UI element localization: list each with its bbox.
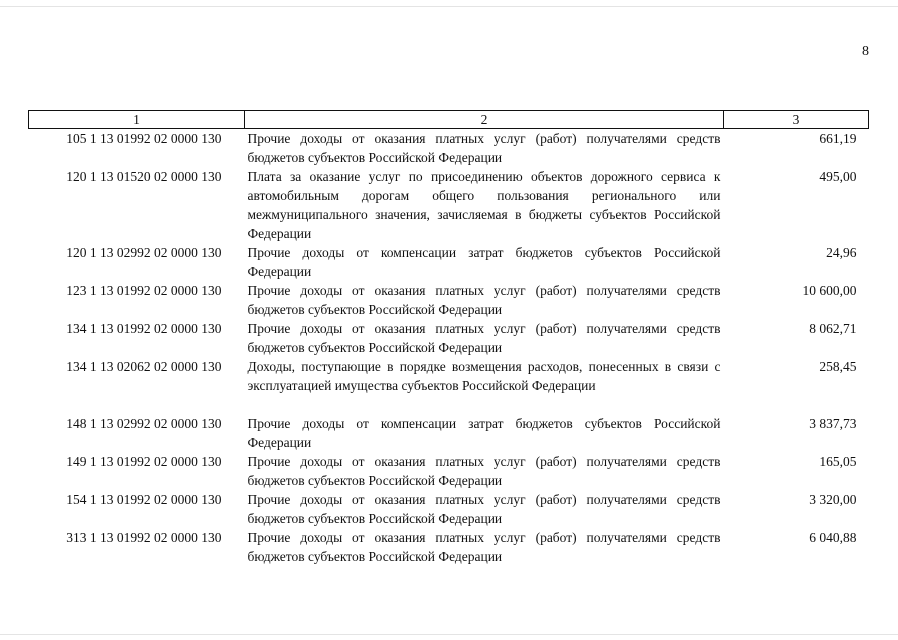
table-row xyxy=(29,452,869,490)
row-code: 149 1 13 01992 02 0000 130 xyxy=(66,454,222,469)
table-row xyxy=(29,281,869,319)
table-header xyxy=(29,111,869,129)
row-code: 120 1 13 02992 02 0000 130 xyxy=(66,245,222,260)
column-header-description: 2 xyxy=(245,111,724,129)
row-description: Прочие доходы от оказания платных услуг (работ) получателями средств бюджетов субъектов Российской Федерации xyxy=(247,492,721,526)
row-description: Плата за оказание услуг по присоединению объектов дорожного сервиса к автомобильным дорогам общего пользования регионального или межмуниципального значения, зачисляемая в бюджеты субъектов Российской Федерации xyxy=(247,169,721,241)
scan-edge-top xyxy=(0,6,898,7)
table-row xyxy=(29,357,869,414)
row-amount: 165,05 xyxy=(819,454,857,469)
table-header-row xyxy=(29,111,869,129)
row-code: 105 1 13 01992 02 0000 130 xyxy=(66,131,222,146)
row-amount: 495,00 xyxy=(819,169,857,184)
page-number: 8 xyxy=(862,44,869,59)
row-description: Прочие доходы от оказания платных услуг (работ) получателями средств бюджетов субъектов Российской Федерации xyxy=(247,454,721,488)
scan-edge-bottom xyxy=(0,634,898,635)
table-row xyxy=(29,490,869,528)
row-amount: 10 600,00 xyxy=(802,283,857,298)
row-description: Прочие доходы от компенсации затрат бюджетов субъектов Российской Федерации xyxy=(247,245,721,279)
row-description: Доходы, поступающие в порядке возмещения расходов, понесенных в связи с эксплуатацией имущества субъектов Российской Федерации xyxy=(247,359,721,393)
row-code: 134 1 13 02062 02 0000 130 xyxy=(66,359,222,374)
row-code: 148 1 13 02992 02 0000 130 xyxy=(66,416,222,431)
row-description: Прочие доходы от оказания платных услуг (работ) получателями средств бюджетов субъектов Российской Федерации xyxy=(247,530,721,564)
column-header-code: 1 xyxy=(29,111,245,129)
row-code: 134 1 13 01992 02 0000 130 xyxy=(66,321,222,336)
row-code: 313 1 13 01992 02 0000 130 xyxy=(66,530,222,545)
table-row xyxy=(29,528,869,566)
row-code: 154 1 13 01992 02 0000 130 xyxy=(66,492,222,507)
revenue-table xyxy=(28,110,869,566)
table-row xyxy=(29,414,869,452)
table-row xyxy=(29,243,869,281)
table-row xyxy=(29,319,869,357)
row-code: 123 1 13 01992 02 0000 130 xyxy=(66,283,222,298)
row-amount: 3 320,00 xyxy=(809,492,857,507)
table-row xyxy=(29,129,869,168)
row-description: Прочие доходы от оказания платных услуг (работ) получателями средств бюджетов субъектов Российской Федерации xyxy=(247,131,721,165)
row-amount: 24,96 xyxy=(826,245,857,260)
column-header-amount: 3 xyxy=(724,111,869,129)
row-description: Прочие доходы от компенсации затрат бюджетов субъектов Российской Федерации xyxy=(247,416,721,450)
table-row xyxy=(29,167,869,243)
row-description: Прочие доходы от оказания платных услуг (работ) получателями средств бюджетов субъектов Российской Федерации xyxy=(247,321,721,355)
row-description: Прочие доходы от оказания платных услуг (работ) получателями средств бюджетов субъектов Российской Федерации xyxy=(247,283,721,317)
row-amount: 3 837,73 xyxy=(809,416,857,431)
row-amount: 8 062,71 xyxy=(809,321,857,336)
table-body xyxy=(29,129,869,567)
row-amount: 6 040,88 xyxy=(809,530,857,545)
row-amount: 661,19 xyxy=(819,131,857,146)
row-amount: 258,45 xyxy=(819,359,857,374)
row-code: 120 1 13 01520 02 0000 130 xyxy=(66,169,222,184)
